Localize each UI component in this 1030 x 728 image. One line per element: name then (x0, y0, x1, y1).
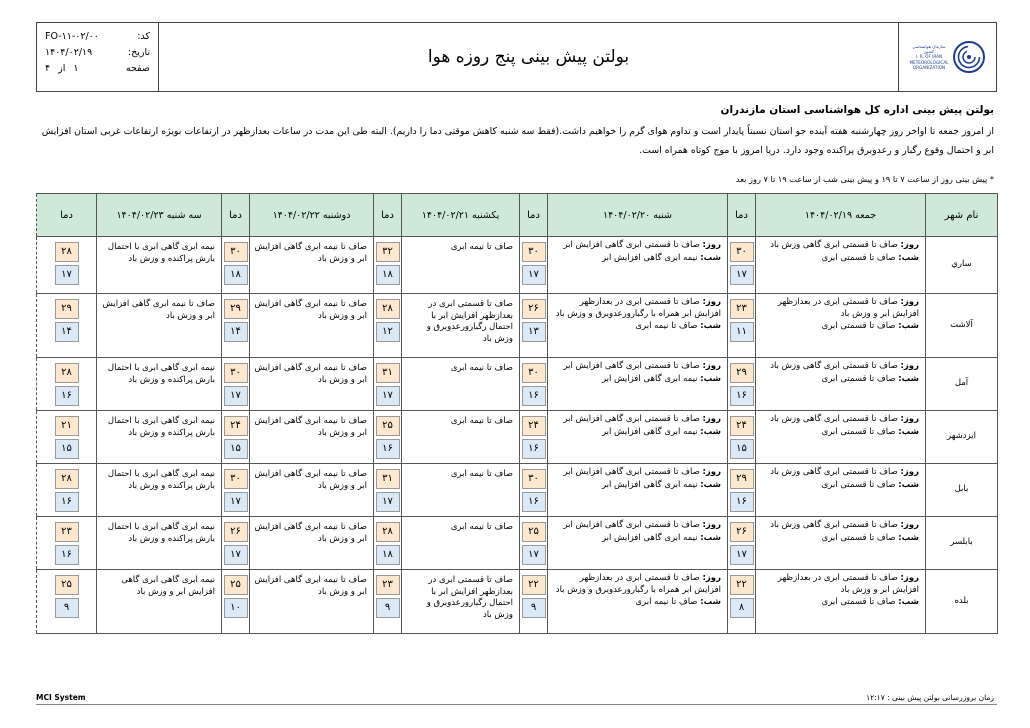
day-forecast-text: صاف تا قسمتی ابری گاهی وزش باد (770, 361, 898, 371)
logo-text (909, 44, 949, 70)
organization-logo (898, 23, 996, 91)
min-temperature: ۱۵ (224, 439, 248, 459)
day-forecast (760, 520, 919, 532)
max-temperature: ۲۸ (376, 299, 400, 319)
temperature-cell (37, 294, 97, 358)
max-temperature: ۲۴ (730, 416, 754, 436)
night-label: شب: (700, 479, 721, 490)
forecast-cell (756, 411, 926, 464)
min-temperature: ۱۷ (730, 545, 754, 565)
forecast-cell (548, 294, 728, 358)
day-forecast-text: صاف تا قسمتی ابری گاهی افزایش ابر (563, 414, 700, 424)
day-forecast-text: صاف تا قسمتی ابری گاهی افزایش ابر (563, 361, 700, 371)
night-label: شب: (700, 321, 721, 331)
min-temperature: ۹ (376, 598, 400, 618)
night-label: شب: (700, 373, 721, 384)
forecast-cell (548, 411, 728, 464)
day-label: روز: (900, 240, 919, 250)
day-label: روز: (900, 467, 919, 477)
forecast-text: صاف تا نیمه ابری گاهی افزایش ابر و وزش باد (250, 237, 374, 294)
night-forecast-text: نیمه ابری گاهی افزایش ابر (601, 373, 698, 384)
temp-header: دما (37, 194, 97, 237)
forecast-text: نیمه ابری گاهی ابری با احتمال بارش پراکنده و وزش باد (97, 358, 222, 411)
max-temperature: ۲۲ (522, 575, 546, 595)
min-temperature: ۱۷ (224, 386, 248, 406)
day-forecast-text: صاف تا قسمتی ابری گاهی افزایش ابر (563, 240, 700, 250)
forecast-text: نیمه ابری گاهی ابری با احتمال بارش پراکنده و وزش باد (97, 411, 222, 464)
max-temperature: ۲۵ (224, 575, 248, 595)
forecast-cell (756, 570, 926, 634)
day-label: روز: (702, 361, 721, 371)
day-forecast-text: صاف تا قسمتی ابری در بعدازظهر افزایش ابر همراه با رگبارورعدوبرق و وزش باد (555, 297, 721, 319)
min-temperature: ۱۰ (224, 598, 248, 618)
night-forecast-text: نیمه ابری گاهی افزایش ابر (601, 426, 698, 437)
min-temperature: ۸ (730, 598, 754, 618)
min-temperature: ۱۶ (522, 439, 546, 459)
code-row (45, 29, 150, 45)
day-forecast (760, 240, 919, 252)
night-forecast-text: صاف تا قسمتی ابری (821, 321, 896, 331)
night-forecast-text: صاف تا قسمتی ابری (821, 597, 896, 607)
temperature-cell (728, 358, 756, 411)
day-forecast (552, 573, 721, 596)
max-temperature: ۲۶ (730, 522, 754, 542)
footer-divider (36, 704, 997, 705)
min-temperature: ۱۳ (522, 322, 546, 342)
forecast-text: نیمه ابری گاهی ابری با احتمال بارش پراکنده و وزش باد (97, 237, 222, 294)
min-temperature: ۱۶ (522, 492, 546, 512)
forecast-cell (548, 517, 728, 570)
temperature-cell (374, 517, 402, 570)
min-temperature: ۱۷ (55, 265, 79, 285)
max-temperature: ۲۸ (55, 469, 79, 489)
day-label: روز: (702, 240, 721, 250)
forecast-text: صاف تا نیمه ابری (402, 464, 520, 517)
day-forecast-text: صاف تا قسمتی ابری گاهی وزش باد (770, 467, 898, 477)
min-temperature: ۱۶ (55, 386, 79, 406)
min-temperature: ۱۸ (376, 265, 400, 285)
forecast-time-note: * پیش بینی روز از ساعت ۷ تا ۱۹ و پیش بینی شب از ساعت ۱۹ تا ۷ روز بعد (735, 174, 994, 184)
table-row (37, 294, 998, 358)
day-forecast-text: صاف تا قسمتی ابری در بعدازظهر افزایش ابر و وزش باد (777, 573, 919, 595)
day-label: روز: (702, 520, 721, 530)
date-label: تاریخ: (127, 47, 150, 58)
temperature-cell (222, 294, 250, 358)
max-temperature: ۲۲ (730, 575, 754, 595)
day-forecast (552, 414, 721, 426)
min-temperature: ۱۵ (730, 439, 754, 459)
day-header: یکشنبه ۱۴۰۴/۰۲/۲۱ (402, 194, 520, 237)
max-temperature: ۲۳ (730, 299, 754, 319)
min-temperature: ۹ (522, 598, 546, 618)
night-forecast (760, 427, 919, 439)
night-label: شب: (898, 321, 919, 331)
day-forecast-text: صاف تا قسمتی ابری گاهی وزش باد (770, 240, 898, 250)
city-name: ساري (926, 237, 998, 294)
day-label: روز: (900, 361, 919, 371)
max-temperature: ۲۳ (55, 522, 79, 542)
max-temperature: ۲۵ (55, 575, 79, 595)
day-forecast-text: صاف تا قسمتی ابری گاهی وزش باد (770, 520, 898, 530)
day-forecast (552, 240, 721, 252)
min-temperature: ۱۸ (224, 265, 248, 285)
temperature-cell (37, 358, 97, 411)
max-temperature: ۲۶ (224, 522, 248, 542)
day-forecast (760, 297, 919, 320)
date-value: ۱۴۰۴/۰۲/۱۹ (45, 47, 93, 58)
forecast-text: صاف تا نیمه ابری گاهی افزایش ابر و وزش باد (250, 411, 374, 464)
day-forecast-text: صاف تا قسمتی ابری گاهی افزایش ابر (563, 520, 700, 530)
min-temperature: ۱۷ (522, 545, 546, 565)
forecast-cell (756, 237, 926, 294)
forecast-text: صاف تا نیمه ابری گاهی افزایش ابر و وزش باد (250, 570, 374, 634)
temperature-cell (222, 570, 250, 634)
city-name: آلاشت (926, 294, 998, 358)
night-label: شب: (700, 252, 721, 263)
update-time-label: زمان بروزرسانی بولتن پیش بینی : (887, 693, 994, 702)
organization-bulletin-title: بولتن پیش بینی اداره کل هواشناسی استان مازندران (720, 104, 994, 116)
temperature-cell (374, 294, 402, 358)
night-forecast (552, 533, 721, 545)
temperature-cell (222, 464, 250, 517)
city-name: بابل (926, 464, 998, 517)
temperature-cell (520, 294, 548, 358)
temperature-cell (222, 411, 250, 464)
forecast-cell (548, 464, 728, 517)
temperature-cell (728, 411, 756, 464)
day-forecast-text: صاف تا قسمتی ابری در بعدازظهر افزایش ابر همراه با رگبارورعدوبرق و وزش باد (555, 573, 721, 595)
temp-header: دما (374, 194, 402, 237)
max-temperature: ۳۰ (522, 242, 546, 262)
night-forecast (552, 597, 721, 609)
min-temperature: ۱۵ (55, 439, 79, 459)
max-temperature: ۳۰ (522, 469, 546, 489)
night-forecast (760, 321, 919, 333)
city-name: بابلسر (926, 517, 998, 570)
temperature-cell (37, 237, 97, 294)
temp-header: دما (728, 194, 756, 237)
night-forecast (552, 480, 721, 492)
max-temperature: ۲۶ (522, 299, 546, 319)
day-header: دوشنبه ۱۴۰۴/۰۲/۲۲ (250, 194, 374, 237)
night-forecast-text: صاف تا قسمتی ابری (821, 426, 896, 437)
day-forecast-text: صاف تا قسمتی ابری در بعدازظهر افزایش ابر و وزش باد (777, 297, 919, 319)
max-temperature: ۲۹ (730, 363, 754, 383)
table-row (37, 570, 998, 634)
max-temperature: ۲۸ (55, 242, 79, 262)
day-forecast (552, 361, 721, 373)
city-header: نام شهر (926, 194, 998, 237)
min-temperature: ۱۶ (376, 439, 400, 459)
day-label: روز: (900, 297, 919, 307)
day-label: روز: (702, 297, 721, 307)
city-name: بلده (926, 570, 998, 634)
forecast-text: نیمه ابری گاهی ابری با احتمال بارش پراکنده و وزش باد (97, 464, 222, 517)
temperature-cell (728, 294, 756, 358)
temperature-cell (222, 358, 250, 411)
day-header: جمعه ۱۴۰۴/۰۲/۱۹ (756, 194, 926, 237)
forecast-text: صاف تا نیمه ابری (402, 237, 520, 294)
min-temperature: ۱۷ (522, 265, 546, 285)
night-label: شب: (898, 479, 919, 490)
day-label: روز: (900, 573, 919, 583)
forecast-cell (756, 358, 926, 411)
night-forecast (552, 321, 721, 333)
forecast-table (36, 193, 998, 634)
forecast-text: صاف تا قسمتی ابری در بعدازظهر افزایش ابر با احتمال رگبارورعدوبرق و وزش باد (402, 570, 520, 634)
forecast-text: صاف تا نیمه ابری (402, 358, 520, 411)
night-label: شب: (898, 532, 919, 543)
night-forecast-text: صاف تا قسمتی ابری (821, 532, 896, 543)
temperature-cell (520, 464, 548, 517)
day-header: سه شنبه ۱۴۰۴/۰۲/۲۳ (97, 194, 222, 237)
max-temperature: ۲۴ (224, 416, 248, 436)
forecast-text: صاف تا قسمتی ابری در بعدازظهر افزایش ابر با احتمال رگبارورعدوبرق و وزش باد (402, 294, 520, 358)
day-forecast (552, 297, 721, 320)
date-row (45, 45, 150, 61)
code-value: FO-۱۱-۰۲/۰۰ (45, 31, 99, 42)
min-temperature: ۱۷ (376, 492, 400, 512)
weather-logo-icon (952, 40, 986, 74)
night-forecast-text: نیمه ابری گاهی افزایش ابر (601, 532, 698, 543)
forecast-text: صاف تا نیمه ابری گاهی افزایش ابر و وزش باد (250, 294, 374, 358)
logo-text-line: سازمان هواشناسی کشور (912, 43, 946, 55)
min-temperature: ۱۶ (730, 492, 754, 512)
temperature-cell (374, 237, 402, 294)
document-meta (37, 23, 159, 91)
night-label: شب: (898, 373, 919, 384)
min-temperature: ۱۸ (376, 545, 400, 565)
max-temperature: ۲۵ (376, 416, 400, 436)
night-forecast-text: نیمه ابری گاهی افزایش ابر (601, 479, 698, 490)
night-label: شب: (898, 426, 919, 437)
temperature-cell (728, 237, 756, 294)
max-temperature: ۲۸ (55, 363, 79, 383)
night-forecast-text: صاف تا قسمتی ابری (821, 479, 896, 490)
page-row (45, 61, 150, 77)
day-label: روز: (702, 467, 721, 477)
day-header: شنبه ۱۴۰۴/۰۲/۲۰ (548, 194, 728, 237)
logo-text-line: I. R. OF IRAN (915, 54, 943, 60)
temperature-cell (374, 464, 402, 517)
forecast-text: نیمه ابری گاهی ابری گاهی افزایش ابر و وزش باد (97, 570, 222, 634)
temperature-cell (520, 517, 548, 570)
update-time-value: ۱۲:۱۷ (866, 693, 885, 702)
temperature-cell (37, 570, 97, 634)
night-forecast (760, 253, 919, 265)
temperature-cell (728, 517, 756, 570)
temperature-cell (222, 517, 250, 570)
night-label: شب: (700, 426, 721, 437)
max-temperature: ۳۱ (376, 363, 400, 383)
temperature-cell (520, 411, 548, 464)
forecast-cell (756, 294, 926, 358)
day-forecast (760, 361, 919, 373)
page-total: ۴ (45, 63, 51, 74)
max-temperature: ۳۲ (376, 242, 400, 262)
bulletin-title: بولتن پیش بینی پنج روزه هوا (427, 47, 630, 67)
system-name: MCI System (36, 693, 86, 702)
min-temperature: ۱۶ (55, 545, 79, 565)
max-temperature: ۳۰ (522, 363, 546, 383)
table-row (37, 237, 998, 294)
max-temperature: ۳۰ (224, 469, 248, 489)
page-current: ۱ (73, 63, 79, 74)
city-name: آمل (926, 358, 998, 411)
page-count (45, 61, 78, 77)
forecast-text: صاف تا نیمه ابری (402, 517, 520, 570)
day-label: روز: (702, 573, 721, 583)
night-label: شب: (898, 597, 919, 607)
temp-header: دما (222, 194, 250, 237)
night-forecast-text: صاف تا نیمه ابری (635, 597, 698, 607)
night-forecast-text: صاف تا نیمه ابری (635, 321, 698, 331)
min-temperature: ۱۷ (730, 265, 754, 285)
temperature-cell (374, 411, 402, 464)
day-forecast (552, 467, 721, 479)
night-forecast-text: صاف تا قسمتی ابری (821, 252, 896, 263)
forecast-text: صاف تا نیمه ابری گاهی افزایش ابر و وزش باد (250, 517, 374, 570)
min-temperature: ۱۴ (55, 322, 79, 342)
day-forecast-text: صاف تا قسمتی ابری گاهی وزش باد (770, 414, 898, 424)
max-temperature: ۳۱ (376, 469, 400, 489)
max-temperature: ۲۹ (730, 469, 754, 489)
min-temperature: ۱۱ (730, 322, 754, 342)
temperature-cell (374, 358, 402, 411)
temperature-cell (222, 237, 250, 294)
table-row (37, 517, 998, 570)
bulletin-header (36, 22, 997, 92)
day-forecast-text: صاف تا قسمتی ابری گاهی افزایش ابر (563, 467, 700, 477)
night-label: شب: (700, 597, 721, 607)
max-temperature: ۲۹ (55, 299, 79, 319)
forecast-table-body (37, 237, 998, 634)
temperature-cell (520, 237, 548, 294)
forecast-text: صاف تا نیمه ابری (402, 411, 520, 464)
day-forecast (552, 520, 721, 532)
temperature-cell (37, 517, 97, 570)
max-temperature: ۲۳ (376, 575, 400, 595)
city-name: ایزدشهر (926, 411, 998, 464)
forecast-cell (548, 237, 728, 294)
night-forecast-text: صاف تا قسمتی ابری (821, 373, 896, 384)
max-temperature: ۳۰ (224, 363, 248, 383)
page-label: صفحه (125, 63, 150, 74)
max-temperature: ۲۴ (522, 416, 546, 436)
table-row (37, 464, 998, 517)
temperature-cell (520, 570, 548, 634)
day-forecast (760, 414, 919, 426)
table-row (37, 358, 998, 411)
day-forecast (760, 573, 919, 596)
min-temperature: ۱۷ (224, 492, 248, 512)
forecast-text: صاف تا نیمه ابری گاهی افزایش ابر و وزش باد (250, 358, 374, 411)
min-temperature: ۱۲ (376, 322, 400, 342)
day-label: روز: (702, 414, 721, 424)
forecast-summary: از امروز جمعه تا اواخر روز چهارشنبه هفته آینده جو استان نسبتاً پایدار است و تداوم هوای گرم را خواهیم داشت.(فقط سه شنبه کاهش موقتی دما را داریم). البته طی این مدت در ساعات بعدازظهر در ارتفاعات بویژه ارتفاعات غربی استان افزایش ابر و احتمال وقوع رگبار و رعدوبرق پراکنده وجود دارد. دریا امروز با موج کوتاه همراه است. (41, 126, 994, 156)
night-forecast (760, 480, 919, 492)
min-temperature: ۱۴ (224, 322, 248, 342)
night-forecast (760, 597, 919, 609)
min-temperature: ۱۶ (522, 386, 546, 406)
night-forecast (552, 374, 721, 386)
logo-text-line: ORGANIZATION (912, 64, 946, 70)
night-forecast-text: نیمه ابری گاهی افزایش ابر (601, 252, 698, 263)
night-label: شب: (700, 532, 721, 543)
table-header-row (37, 194, 998, 237)
code-label: کد: (137, 31, 150, 42)
forecast-text: صاف تا نیمه ابری گاهی افزایش ابر و وزش باد (97, 294, 222, 358)
temperature-cell (520, 358, 548, 411)
forecast-cell (548, 358, 728, 411)
max-temperature: ۳۰ (730, 242, 754, 262)
day-forecast (760, 467, 919, 479)
min-temperature: ۱۶ (55, 492, 79, 512)
max-temperature: ۲۵ (522, 522, 546, 542)
temperature-cell (37, 411, 97, 464)
max-temperature: ۳۰ (224, 242, 248, 262)
forecast-text: صاف تا نیمه ابری گاهی افزایش ابر و وزش باد (250, 464, 374, 517)
forecast-cell (548, 570, 728, 634)
day-label: روز: (900, 520, 919, 530)
forecast-cell (756, 464, 926, 517)
day-label: روز: (900, 414, 919, 424)
night-forecast (760, 374, 919, 386)
min-temperature: ۱۷ (224, 545, 248, 565)
table-row (37, 411, 998, 464)
temperature-cell (728, 570, 756, 634)
forecast-cell (756, 517, 926, 570)
night-forecast (552, 253, 721, 265)
max-temperature: ۲۱ (55, 416, 79, 436)
max-temperature: ۲۸ (376, 522, 400, 542)
page-of: از (58, 63, 66, 74)
min-temperature: ۱۷ (376, 386, 400, 406)
temperature-cell (374, 570, 402, 634)
night-label: شب: (898, 252, 919, 263)
forecast-text: نیمه ابری گاهی ابری با احتمال بارش پراکنده و وزش باد (97, 517, 222, 570)
update-time (866, 693, 994, 702)
temperature-cell (37, 464, 97, 517)
temp-header: دما (520, 194, 548, 237)
min-temperature: ۱۶ (730, 386, 754, 406)
min-temperature: ۹ (55, 598, 79, 618)
logo-text-line: METEOROLOGICAL (909, 59, 949, 65)
night-forecast (760, 533, 919, 545)
max-temperature: ۲۹ (224, 299, 248, 319)
night-forecast (552, 427, 721, 439)
temperature-cell (728, 464, 756, 517)
